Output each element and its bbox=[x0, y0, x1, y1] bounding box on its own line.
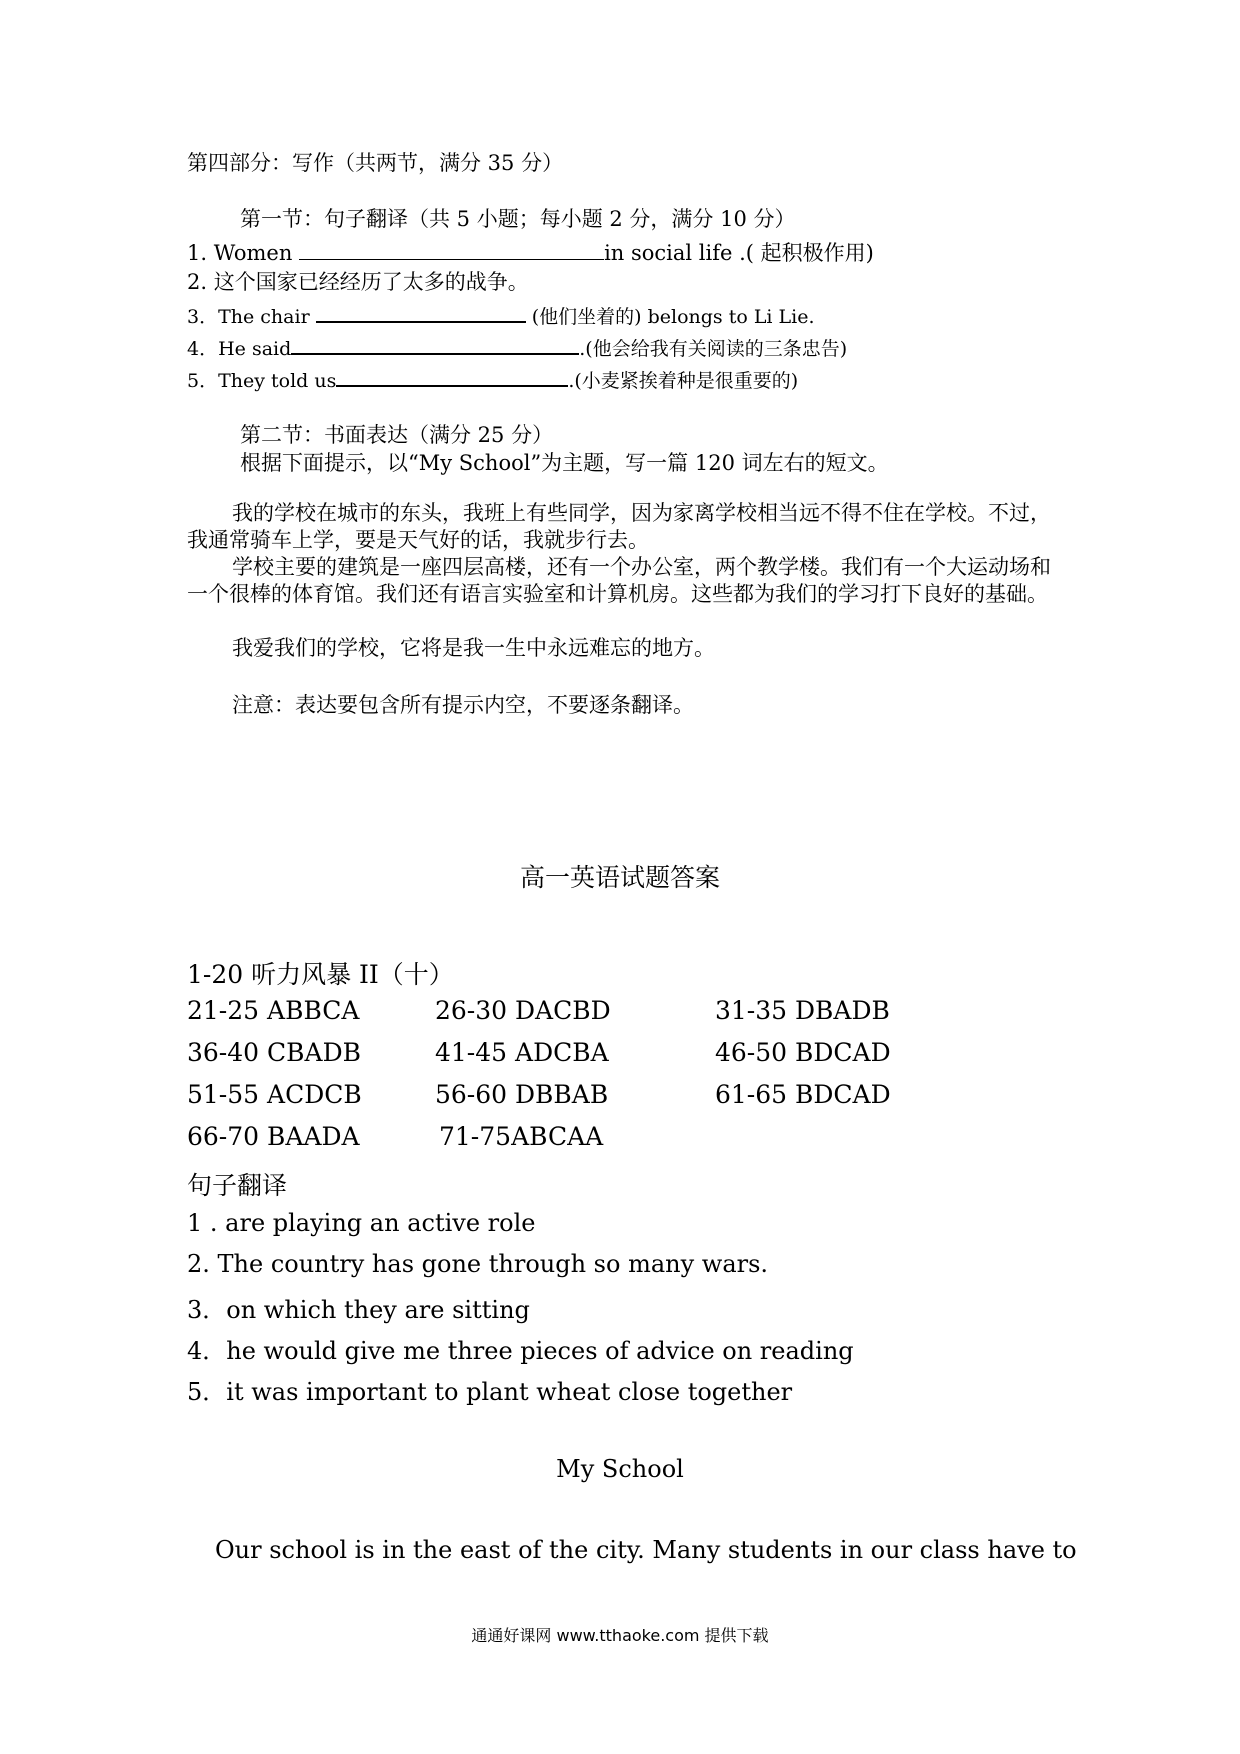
answer-blank-3 bbox=[316, 303, 526, 323]
essay-first-line: Our school is in the east of the city. Many students in our class have to bbox=[215, 1536, 1077, 1564]
question-1-prefix: 1. Women bbox=[187, 241, 300, 265]
answer-cell: 31-35 DBADB bbox=[715, 996, 890, 1025]
answer-cell: 46-50 BDCAD bbox=[715, 1038, 891, 1067]
question-5-suffix: .(小麦紧挨着种是很重要的) bbox=[568, 370, 799, 392]
answer-cell: 56-60 DBBAB bbox=[435, 1080, 609, 1109]
answer-blank-1 bbox=[299, 241, 604, 260]
essay-title: My School bbox=[556, 1455, 684, 1483]
question-3-suffix: (他们坐着的) belongs to Li Lie. bbox=[525, 306, 815, 328]
question-4-suffix: .(他会给我有关阅读的三条忠告) bbox=[579, 338, 848, 360]
answer-cell: 21-25 ABBCA bbox=[187, 996, 360, 1025]
section1-heading: 第一节：句子翻译（共 5 小题；每小题 2 分，满分 10 分） bbox=[240, 207, 796, 231]
answer-cell: 66-70 BAADA bbox=[187, 1122, 360, 1151]
question-3-prefix: 3．The chair bbox=[187, 306, 316, 328]
translation-answer-2: 2. The country has gone through so many wars. bbox=[187, 1250, 769, 1278]
translation-answer-5: 5．it was important to plant wheat close together bbox=[187, 1378, 793, 1406]
question-3 bbox=[187, 302, 815, 329]
answer-cell: 61-65 BDCAD bbox=[715, 1080, 891, 1109]
translation-answer-3: 3．on which they are sitting bbox=[187, 1296, 530, 1324]
translation-answer-1: 1 . are playing an active role bbox=[187, 1209, 536, 1237]
question-2: 2. 这个国家已经经历了太多的战争。 bbox=[187, 270, 529, 294]
question-5-prefix: 5．They told us bbox=[187, 370, 337, 392]
prompt-paragraph-2: 学校主要的建筑是一座四层高楼，还有一个办公室，两个教学楼。我们有一个大运动场和一个很棒的体育馆。我们还有语言实验室和计算机房。这些都为我们的学习打下良好的基础。 bbox=[187, 555, 1051, 606]
question-4-prefix: 4．He said bbox=[187, 338, 292, 360]
prompt-paragraph-3: 我爱我们的学校，它将是我一生中永远难忘的地方。 bbox=[232, 636, 715, 660]
question-4 bbox=[187, 334, 847, 361]
translation-heading: 句子翻译 bbox=[187, 1171, 288, 1200]
page-footer: 通通好课网 www.tthaoke.com 提供下载 bbox=[471, 1626, 769, 1645]
answer-blank-4 bbox=[291, 335, 579, 355]
translation-answer-4: 4．he would give me three pieces of advice on reading bbox=[187, 1337, 854, 1365]
listening-answers: 1-20 听力风暴 II（十） bbox=[187, 960, 454, 989]
part4-heading: 第四部分：写作（共两节，满分 35 分） bbox=[187, 151, 564, 175]
question-1 bbox=[187, 237, 874, 267]
prompt-note: 注意：表达要包含所有提示内空，不要逐条翻译。 bbox=[232, 693, 694, 717]
section2-instruction: 根据下面提示，以“My School”为主题，写一篇 120 词左右的短文。 bbox=[240, 451, 889, 475]
answer-cell: 71-75ABCAA bbox=[439, 1122, 604, 1151]
answer-cell: 41-45 ADCBA bbox=[435, 1038, 609, 1067]
answer-blank-5 bbox=[336, 367, 568, 387]
question-1-suffix: in social life .( 起积极作用) bbox=[604, 241, 874, 265]
answer-key-title: 高一英语试题答案 bbox=[519, 863, 720, 892]
question-5 bbox=[187, 366, 798, 393]
section2-heading: 第二节：书面表达（满分 25 分） bbox=[240, 423, 554, 447]
prompt-paragraph-1: 我的学校在城市的东头，我班上有些同学，因为家离学校相当远不得不住在学校。不过，我通常骑车上学，要是天气好的话，我就步行去。 bbox=[187, 501, 1051, 552]
answer-cell: 36-40 CBADB bbox=[187, 1038, 361, 1067]
answer-cell: 26-30 DACBD bbox=[435, 996, 611, 1025]
answer-cell: 51-55 ACDCB bbox=[187, 1080, 362, 1109]
